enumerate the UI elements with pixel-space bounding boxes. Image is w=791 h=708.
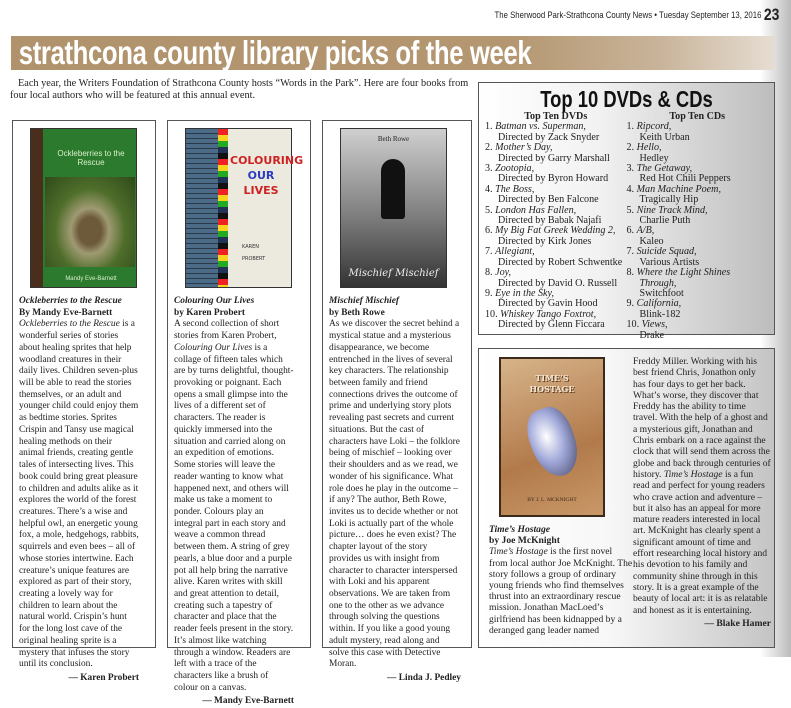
rank: 10. — [485, 308, 498, 320]
ranked-item — [627, 299, 769, 320]
book-review-colouring — [167, 120, 311, 707]
ranked-item — [485, 247, 627, 268]
top-10-box — [478, 82, 775, 341]
inline-title: Time’s Hostage — [663, 468, 723, 480]
reviewer: — Blake Hamer — [704, 617, 771, 629]
rank: 2. — [626, 142, 635, 154]
ranked-item — [485, 268, 627, 289]
item-title: Eye in the Sky, — [495, 287, 554, 299]
inline-title: Time’s Hostage — [489, 546, 548, 558]
reviewer: — Linda J. Pedley — [387, 673, 461, 683]
reviewer: — Mandy Eve-Barnett — [202, 696, 294, 707]
ranked-item — [485, 185, 627, 206]
cover-title: COLOURING OUR LIVES — [230, 154, 304, 197]
item-credit: Drake — [639, 329, 665, 341]
item-title: California, — [636, 298, 682, 310]
book-review-mischief — [322, 120, 472, 683]
item-credit: Directed by Glenn Ficcara — [498, 319, 605, 331]
dvd-list — [485, 112, 627, 341]
book-author: by Karen Probert — [174, 307, 245, 318]
crayon-tips — [218, 129, 228, 287]
review-text: is the first novel from local author Joe McKnight. The story follows a group of ordinary young friends who find themselves thrust into an extraordinary rescue mission. Jonathan MacLoed’s girlfriend has been kidnapped by a deranged gang leader named — [489, 546, 633, 636]
ranked-item — [627, 320, 769, 341]
top-10-title: Top 10 DVDs & CDs — [540, 86, 713, 112]
page-number: 23 — [763, 5, 779, 24]
rank: 7. — [626, 246, 635, 258]
book-title: Time’s Hostage — [489, 524, 551, 535]
item-title: A/B, — [636, 225, 655, 237]
item-title: Whiskey Tango Foxtrot, — [500, 308, 597, 320]
review-text: is a wonderful series of stories about healing sprites that help woodland creatures in their daily lives. Children seven-plus will be able to read the stories themselves, or an adult and younger child could enjoy them as bedtime stories. Sprites Crispin and Tansy use magical healing methods on their animal friends, creating gentle tales of intersecting lives. This book could bring great pleasure to children and adults alike as it explores the world of the forest creatures. There’s a wise and helpful owl, an energetic young fox, a mole, hedgehogs, rabbits, squirrels and even bees – all of whose stories intertwine. Each creature’s unique features are explored as part of their story, creating a lovely way for children to learn about the natural world. Crispin’s hunt for the long lost cave of the original healing sprite is a mystery that infuses the story until its conclusion. — [19, 319, 139, 670]
rank: 3. — [485, 163, 493, 175]
item-title: Nine Track Mind, — [636, 204, 708, 216]
review-body — [489, 546, 633, 636]
item-credit: Various Artists — [639, 256, 700, 268]
rank: 2. — [485, 142, 493, 154]
item-title: Hello, — [636, 142, 662, 154]
ranked-item — [485, 226, 627, 247]
item-credit: Switchfoot — [639, 287, 684, 299]
ranked-item — [485, 206, 627, 227]
reviewer: — Karen Probert — [68, 673, 139, 683]
review-text: A second collection of short stories from Karen Probert, — [174, 319, 280, 342]
intro-paragraph: Each year, the Writers Foundation of Strathcona County hosts “Words in the Park”. Here are four books from four local authors who will be featured at this annual event. — [10, 78, 469, 101]
item-credit: Keith Urban — [639, 131, 690, 143]
ranked-item — [485, 164, 627, 185]
cover-author: KAREN PROBERT — [242, 244, 266, 262]
ranked-item — [627, 247, 769, 268]
ranked-item — [485, 310, 627, 331]
review-body — [19, 319, 139, 671]
rank: 7. — [485, 246, 493, 258]
item-credit: Directed by Babak Najafi — [498, 215, 602, 227]
review-text: is a collage of fifteen tales which are by turns delightful, thought-provoking or poignant. Each opens a small glimpse into the lives of a different set of characters. The reader is quickly immersed into the situation and carried along on an expedition of emotions. Some stories will leave the reader wanting to know what happened next, and others will make us take a moment to ponder. Colours play an integral part in each story and weave a common thread between them. A string of grey pearls, a blue door and a purple pot all help bring the narrative alive. Karen writes with skill and great attention to detail, creating such a tapestry of character and place that the reader feels present in the story. It’s almost like watching through a window. Readers are left with a trace of the characters like a brush of colour on a canvas. — [174, 342, 294, 693]
cover-title: Ockleberries to the Rescue — [57, 149, 125, 167]
review-body — [174, 319, 294, 694]
cover-author: BY J. L. MCKNIGHT — [527, 497, 577, 503]
rank: 10. — [626, 319, 640, 331]
ranked-item — [485, 143, 627, 164]
ranked-item — [627, 122, 769, 143]
book-cover-ockleberries — [30, 128, 137, 288]
book-title: Mischief Mischief — [329, 296, 400, 306]
ranked-item — [627, 164, 769, 185]
item-title: My Big Fat Greek Wedding 2, — [495, 225, 616, 237]
item-credit: Directed by Gavin Hood — [498, 298, 598, 310]
book-title: Colouring Our Lives — [174, 296, 255, 306]
item-credit: Blink-182 — [639, 308, 681, 320]
cover-author: Beth Rowe — [377, 135, 410, 143]
item-title: Joy, — [495, 267, 512, 279]
rank: 3. — [626, 163, 635, 175]
rank: 9. — [485, 287, 493, 299]
inline-title: Ockleberries to the Rescue — [19, 319, 120, 330]
ranked-item — [485, 289, 627, 310]
dvd-heading: Top Ten DVDs — [524, 111, 588, 122]
item-title: The Boss, — [495, 183, 535, 195]
item-credit: Directed by Robert Schwentke — [498, 256, 623, 268]
item-title: Mother’s Day, — [495, 142, 553, 154]
masthead — [494, 5, 779, 25]
cover-illustration — [45, 177, 135, 267]
review-text: Freddy Miller. Working with his best friend Chris, Jonathon only has four days to get her back. What’s worse, they discover that Freddy has the ability to time travel. With the help of a ghost and a mysterious gift, Jonathan and Chris embark on a race against the clock that will send them across the globe and back through centuries of history. — [633, 356, 771, 480]
cd-heading: Top Ten CDs — [669, 111, 726, 122]
review-text: is a fun read and perfect for young readers who crave action and adventure – but it also has an appeal for more mature readers interested in local art. McKnight has clearly spent a significant amount of time and effort researching local history and his devotion to his family and community shine through in this story. It is a great example of the beauty of local art: it is as relatable and honest as it is entertaining. — [633, 468, 768, 616]
book-title: Ockleberries to the Rescue — [19, 296, 122, 306]
book-author: By Mandy Eve-Barnett — [19, 307, 113, 318]
cover-title: TIME’S HOSTAGE — [529, 373, 575, 394]
cover-title: Mischief Mischief — [348, 268, 439, 279]
rank: 1. — [485, 121, 493, 133]
book-cover-mischief — [340, 128, 447, 288]
item-title: Where the Light Shines Through, — [636, 267, 731, 289]
ranked-item — [627, 185, 769, 206]
item-title: Batman vs. Superman, — [495, 121, 586, 133]
item-credit: Directed by Zack Snyder — [498, 131, 600, 143]
ranked-item — [627, 206, 769, 227]
item-title: Views, — [641, 319, 668, 331]
ranked-item — [627, 226, 769, 247]
publication-line: The Sherwood Park-Strathcona County News • Tuesday September 13, 2016 — [494, 10, 762, 21]
cd-list — [627, 112, 769, 341]
rank: 8. — [485, 267, 493, 279]
item-credit: Charlie Puth — [639, 215, 691, 227]
ranked-item — [627, 268, 769, 299]
rank: 4. — [485, 183, 493, 195]
item-credit: Red Hot Chili Peppers — [639, 173, 731, 185]
book-review-ockleberries — [12, 120, 156, 683]
book-author: by Beth Rowe — [329, 307, 385, 318]
rank: 4. — [626, 183, 635, 195]
ranked-item — [485, 122, 627, 143]
review-body-continued — [633, 356, 771, 616]
item-credit: Directed by Kirk Jones — [498, 235, 592, 247]
item-credit: Directed by Garry Marshall — [498, 152, 610, 164]
rank: 6. — [485, 225, 493, 237]
item-title: The Getaway, — [636, 163, 693, 175]
inline-title: Colouring Our Lives — [174, 342, 253, 353]
item-credit: Directed by David O. Russell — [498, 277, 618, 289]
ranked-item — [627, 143, 769, 164]
book-author: by Joe McKnight — [489, 535, 560, 547]
item-credit: Hedley — [639, 152, 669, 164]
hourglass-illustration — [520, 402, 585, 483]
cover-silhouette — [381, 159, 405, 219]
rank: 8. — [626, 267, 635, 279]
rank: 1. — [626, 121, 635, 133]
book-cover-colouring — [185, 128, 304, 288]
section-title: strathcona county library picks of the week — [18, 34, 532, 71]
section-banner — [11, 36, 775, 70]
rank: 6. — [626, 225, 635, 237]
book-review-times-hostage — [478, 348, 775, 648]
item-title: Allegiant, — [495, 246, 535, 258]
cover-spine — [31, 129, 43, 287]
item-title: Ripcord, — [636, 121, 672, 133]
book-cover-times-hostage — [499, 357, 605, 517]
rank: 5. — [626, 204, 635, 216]
item-title: Man Machine Poem, — [636, 183, 721, 195]
item-credit: Tragically Hip — [639, 194, 699, 206]
cover-author: Mandy Eve-Barnett — [65, 276, 117, 282]
rank: 9. — [626, 298, 635, 310]
review-body: As we discover the secret behind a mystical statue and a mysterious disappearance, we become entrenched in the lives of several key characters. The relationship between family and friend connections drives the outcome of prime and underlying story plots revealing past secrets and current situations. But the cast of characters have Loki – the folklore being of mischief – looking over their shoulders and as we read, we wonder of his significance. What role does he play in the outcome – if any? The author, Beth Rowe, invites us to decide whether or not Loki is actually part of the whole picture… does he even exist? The chapter layout of the story provides us with insight from character to character interspersed with Loki and his apparent observations. We are taken from one to the other as we advance through solving the questions within. If you like a good young adult mystery, read along and solve this case with Detective Moran. — [329, 319, 460, 670]
item-credit: Directed by Ben Falcone — [498, 194, 599, 206]
item-title: Suicide Squad, — [636, 246, 697, 258]
item-credit: Directed by Byron Howard — [498, 173, 609, 185]
rank: 5. — [485, 204, 493, 216]
item-credit: Kaleo — [639, 235, 664, 247]
item-title: London Has Fallen, — [495, 204, 577, 216]
item-title: Zootopia, — [495, 163, 535, 175]
